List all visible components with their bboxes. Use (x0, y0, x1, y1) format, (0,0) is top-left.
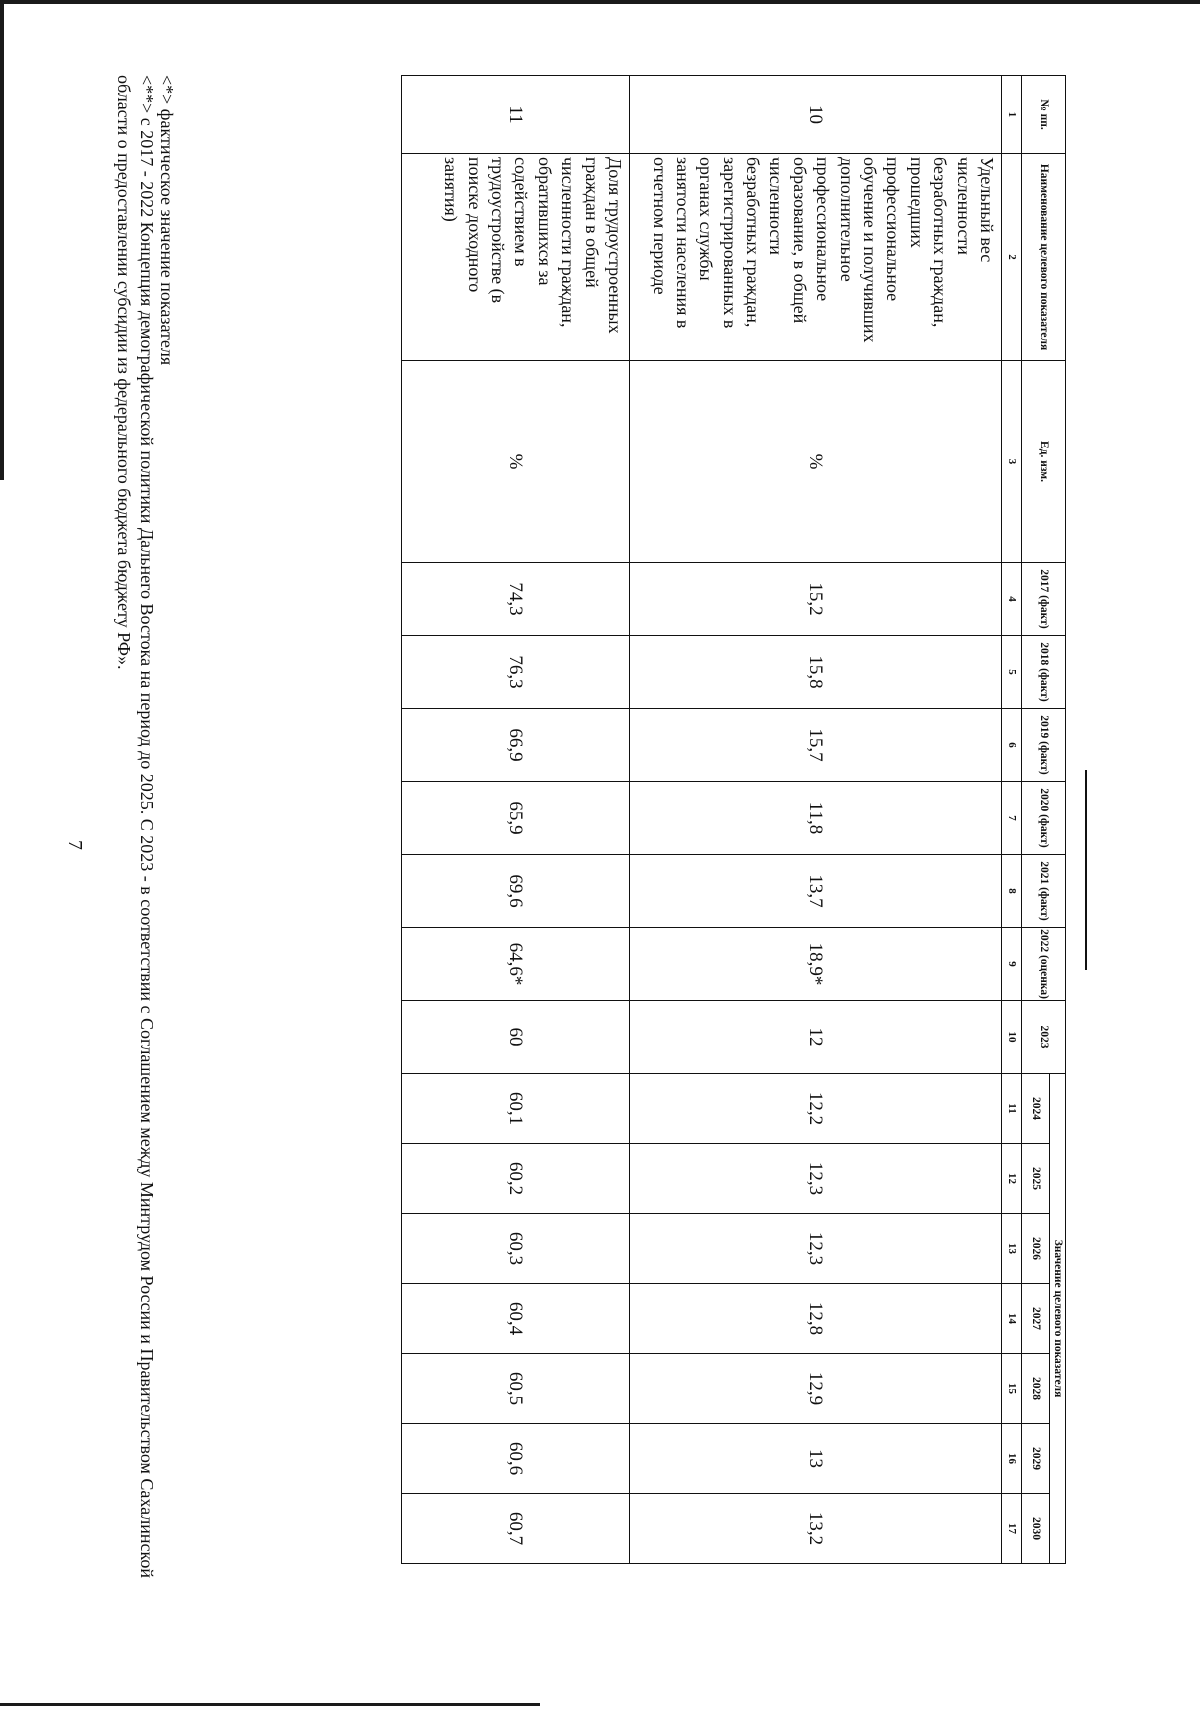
value-cell: 13,7 (630, 855, 1002, 928)
column-number: 6 (1002, 709, 1022, 782)
column-number: 9 (1002, 928, 1022, 1001)
header-year: 2019 (факт) (1022, 709, 1066, 782)
header-group: Значение целевого показателя (1050, 1074, 1066, 1564)
column-number: 5 (1002, 636, 1022, 709)
header-year: 2017 (факт) (1022, 563, 1066, 636)
footnote-actual: <*> фактическое значение показателя (157, 75, 177, 366)
scan-edge-left (0, 0, 4, 480)
value-cell: 60,3 (402, 1214, 630, 1284)
unit-cell: % (630, 361, 1002, 563)
header-year: 2026 (1022, 1214, 1050, 1284)
value-cell: 60,6 (402, 1424, 630, 1494)
header-year: 2023 (1022, 1001, 1066, 1074)
header-year: 2025 (1022, 1144, 1050, 1214)
column-number: 2 (1002, 154, 1022, 361)
value-cell: 12,3 (630, 1214, 1002, 1284)
value-cell: 12,3 (630, 1144, 1002, 1214)
indicator-name: Удельный вес численности безработных граждан, прошедших профессиональное обучение и получивших дополнительное профессиональное образование, в общей численности безработных граждан, зарегистрированных в органах службы занятости населения в отчетном периоде (630, 154, 1002, 361)
value-cell: 76,3 (402, 636, 630, 709)
value-cell: 66,9 (402, 709, 630, 782)
indicator-name: Доля трудоустроенных граждан в общей численности граждан, обратившихся за содействием в трудоустройстве (в поиске доходного занятия) (402, 154, 630, 361)
header-year: 2027 (1022, 1284, 1050, 1354)
value-cell: 15,2 (630, 563, 1002, 636)
value-cell: 15,8 (630, 636, 1002, 709)
value-cell: 60 (402, 1001, 630, 1074)
column-number: 11 (1002, 1074, 1022, 1144)
header-year: 2021 (факт) (1022, 855, 1066, 928)
column-number: 10 (1002, 1001, 1022, 1074)
scan-edge-top (0, 0, 1200, 4)
value-cell: 15,7 (630, 709, 1002, 782)
column-number: 13 (1002, 1214, 1022, 1284)
value-cell: 69,6 (402, 855, 630, 928)
value-cell: 11,8 (630, 782, 1002, 855)
value-cell: 60,4 (402, 1284, 630, 1354)
value-cell: 60,2 (402, 1144, 630, 1214)
value-cell: 64,6* (402, 928, 630, 1001)
value-cell: 60,1 (402, 1074, 630, 1144)
page-number: 7 (64, 840, 86, 850)
column-number: 4 (1002, 563, 1022, 636)
value-cell: 12,2 (630, 1074, 1002, 1144)
row-number: 10 (630, 76, 1002, 154)
column-number: 8 (1002, 855, 1022, 928)
value-cell: 12,9 (630, 1354, 1002, 1424)
value-cell: 12,8 (630, 1284, 1002, 1354)
column-number: 16 (1002, 1424, 1022, 1494)
column-number: 17 (1002, 1494, 1022, 1564)
value-cell: 13 (630, 1424, 1002, 1494)
column-number: 1 (1002, 76, 1022, 154)
value-cell: 65,9 (402, 782, 630, 855)
value-cell: 74,3 (402, 563, 630, 636)
rotated-page (90, 25, 1090, 1686)
row-number: 11 (402, 76, 630, 154)
header-year: 2028 (1022, 1354, 1050, 1424)
table-row (402, 76, 630, 1564)
header-year: 2018 (факт) (1022, 636, 1066, 709)
header-year: 2022 (оценка) (1022, 928, 1066, 1001)
header-year: 2024 (1022, 1074, 1050, 1144)
footnote-source: <**> с 2017 - 2022 Концепция демографической политики Дальнего Востока на период до 2025. С 2023 - в соответствии с Соглашением между Минтрудом России и Правительством Сахалинской области о предоставлении субсидии из федерального бюджета бюджету РФ». (113, 75, 157, 1578)
header-year: 2030 (1022, 1494, 1050, 1564)
column-number: 15 (1002, 1354, 1022, 1424)
header-unit: Ед. изм. (1022, 361, 1066, 563)
header-year: 2020 (факт) (1022, 782, 1066, 855)
value-cell: 18,9* (630, 928, 1002, 1001)
header-no: № пп. (1022, 76, 1066, 154)
header-year: 2029 (1022, 1424, 1050, 1494)
value-cell: 12 (630, 1001, 1002, 1074)
column-number: 7 (1002, 782, 1022, 855)
column-number: 12 (1002, 1144, 1022, 1214)
column-number: 14 (1002, 1284, 1022, 1354)
column-number: 3 (1002, 361, 1022, 563)
header-name: Наименование целевого показателя (1022, 154, 1066, 361)
scan-edge-bottom (0, 1703, 540, 1706)
indicator-table (401, 75, 1066, 1564)
value-cell: 60,5 (402, 1354, 630, 1424)
unit-cell: % (402, 361, 630, 563)
value-cell: 60,7 (402, 1494, 630, 1564)
table-row (630, 76, 1002, 1564)
value-cell: 13,2 (630, 1494, 1002, 1564)
